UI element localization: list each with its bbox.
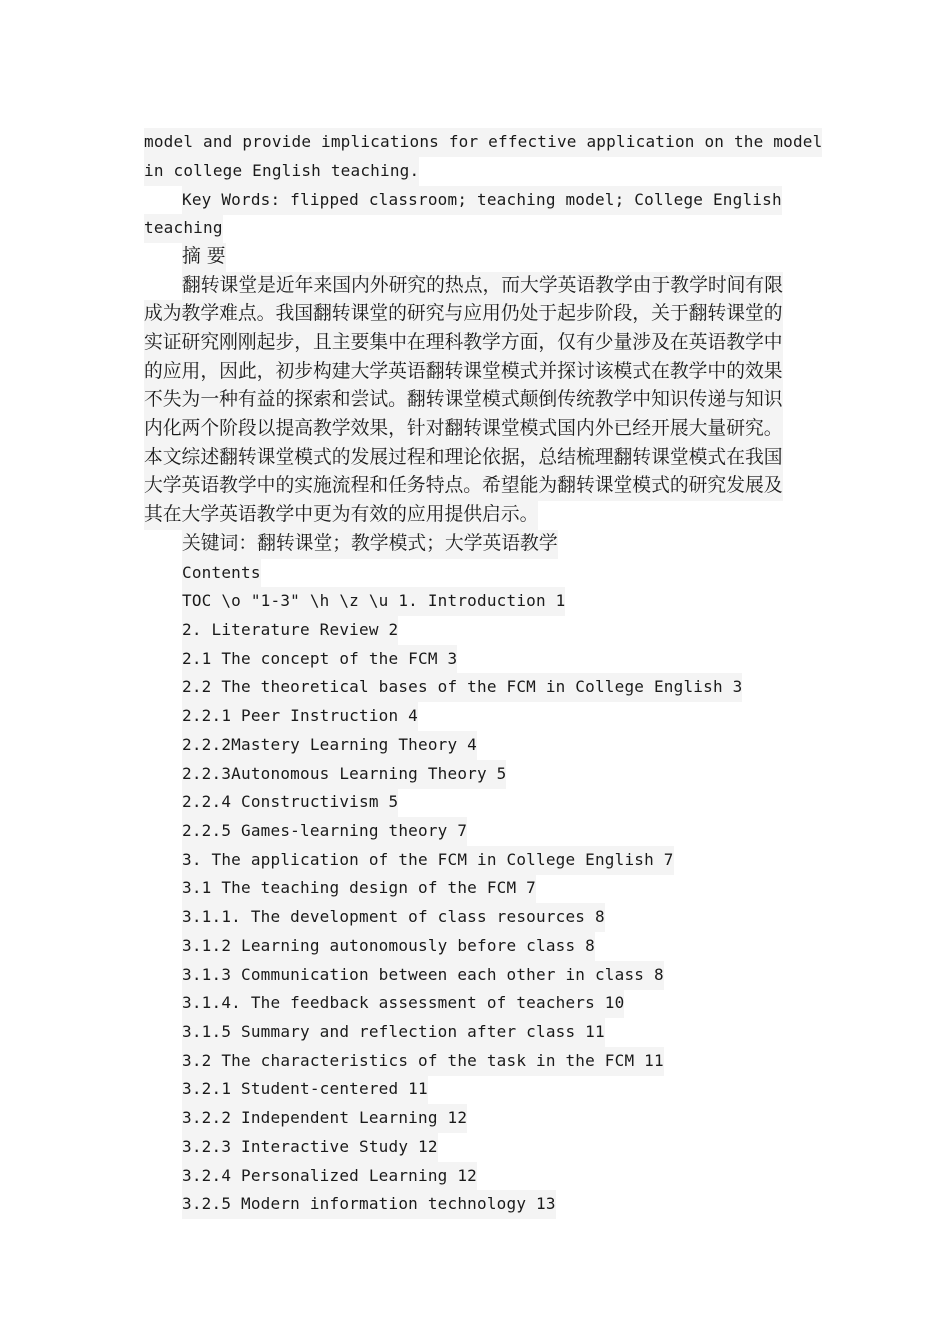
toc-entry[interactable]: 3.1.5 Summary and reflection after class 11 [182, 1018, 605, 1047]
toc-entry[interactable]: 3. The application of the FCM in College English 7 [182, 846, 674, 875]
abstract-zh-line: 翻转课堂是近年来国内外研究的热点，而大学英语教学由于教学时间有限 [182, 272, 783, 301]
abstract-zh-line: 其在大学英语教学中更为有效的应用提供启示。 [144, 501, 538, 530]
keywords-zh: 关键词：翻转课堂；教学模式；大学英语教学 [182, 530, 558, 559]
toc-entry[interactable]: 3.1.1. The development of class resources 8 [182, 903, 605, 932]
toc-entry[interactable]: 3.1.4. The feedback assessment of teachers 10 [182, 989, 624, 1018]
contents-heading: Contents [182, 559, 261, 588]
toc-entry[interactable]: 3.2 The characteristics of the task in the FCM 11 [182, 1047, 664, 1076]
toc-entry[interactable]: 2. Literature Review 2 [182, 616, 398, 645]
toc-entry[interactable]: TOC \o "1-3" \h \z \u 1. Introduction 1 [182, 587, 565, 616]
toc-entry[interactable]: 2.2.3Autonomous Learning Theory 5 [182, 760, 506, 789]
keywords-en-line: teaching [144, 214, 223, 243]
toc-entry[interactable]: 3.1.3 Communication between each other in class 8 [182, 961, 664, 990]
toc-entry[interactable]: 2.2 The theoretical bases of the FCM in College English 3 [182, 673, 742, 702]
abstract-en-line: model and provide implications for effective application on the model [144, 128, 822, 157]
toc-entry[interactable]: 3.2.1 Student-centered 11 [182, 1075, 428, 1104]
abstract-zh-line: 内化两个阶段以提高教学效果，针对翻转课堂模式国内外已经开展大量研究。 [144, 415, 783, 444]
toc-entry[interactable]: 3.1 The teaching design of the FCM 7 [182, 874, 536, 903]
keywords-en-line: Key Words: flipped classroom; teaching model; College English [182, 186, 782, 215]
abstract-zh-line: 不失为一种有益的探索和尝试。翻转课堂模式颠倒传统教学中知识传递与知识 [144, 386, 783, 415]
toc-entry[interactable]: 3.1.2 Learning autonomously before class 8 [182, 932, 595, 961]
toc-entry[interactable]: 3.2.2 Independent Learning 12 [182, 1104, 467, 1133]
toc-entry[interactable]: 2.2.4 Constructivism 5 [182, 788, 398, 817]
toc-entry[interactable]: 2.2.5 Games-learning theory 7 [182, 817, 467, 846]
toc-entry[interactable]: 3.2.5 Modern information technology 13 [182, 1190, 556, 1219]
toc-entry[interactable]: 2.2.2Mastery Learning Theory 4 [182, 731, 477, 760]
toc-entry[interactable]: 2.1 The concept of the FCM 3 [182, 645, 457, 674]
abstract-zh-line: 本文综述翻转课堂模式的发展过程和理论依据，总结梳理翻转课堂模式在我国 [144, 444, 783, 473]
abstract-zh-line: 的应用，因此，初步构建大学英语翻转课堂模式并探讨该模式在教学中的效果 [144, 358, 783, 387]
abstract-en-line: in college English teaching. [144, 157, 419, 186]
toc-entry[interactable]: 3.2.4 Personalized Learning 12 [182, 1162, 477, 1191]
abstract-zh-line: 大学英语教学中的实施流程和任务特点。希望能为翻转课堂模式的研究发展及 [144, 472, 783, 501]
toc-entry[interactable]: 3.2.3 Interactive Study 12 [182, 1133, 438, 1162]
abstract-zh-line: 实证研究刚刚起步，且主要集中在理科教学方面，仅有少量涉及在英语教学中 [144, 329, 783, 358]
abstract-zh-line: 成为教学难点。我国翻转课堂的研究与应用仍处于起步阶段，关于翻转课堂的 [144, 300, 783, 329]
toc-entry[interactable]: 2.2.1 Peer Instruction 4 [182, 702, 418, 731]
abstract-zh-heading: 摘 要 [182, 243, 226, 272]
